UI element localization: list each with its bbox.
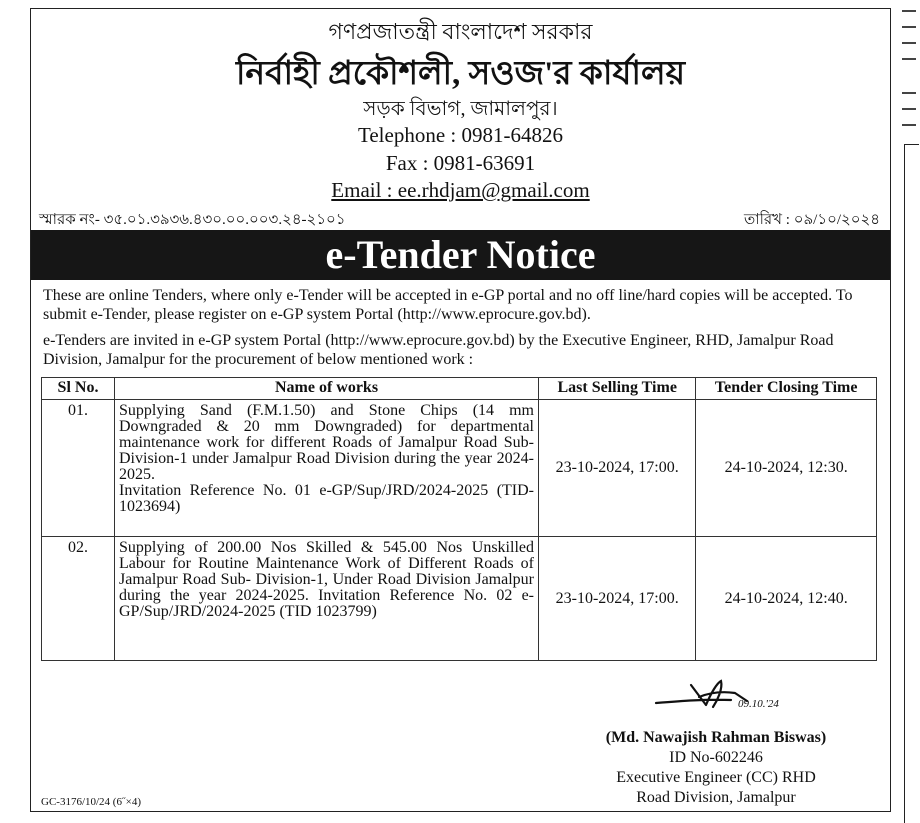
memo-number: স্মারক নং- ৩৫.০১.৩৯৩৬.৪৩০.০০.০০৩.২৪-২১০১ (39, 212, 346, 228)
office-title: নির্বাহী প্রকৌশলী, সওজ'র কার্যালয় (235, 56, 686, 92)
tender-notice (30, 8, 891, 812)
intro-paragraph: These are online Tenders, where only e-Tender will be accepted in e-GP portal and no off line/hard copies will be accepted. To submit e-Tender, please register on e-GP system Portal (http://www.eprocure.gov.bd). (43, 287, 853, 323)
table-row (42, 537, 877, 661)
text-fragment (902, 124, 916, 126)
row-sl: 02. (42, 537, 115, 661)
text-fragment (902, 58, 916, 60)
text-fragment (902, 42, 916, 44)
table-header-row (42, 378, 877, 400)
text-fragment (902, 26, 916, 28)
row-work (115, 400, 539, 537)
header-sl-no: Sl No. (42, 378, 115, 400)
email-link[interactable]: Email : ee.rhdjam@gmail.com (331, 178, 590, 202)
text-fragment (902, 108, 916, 110)
notice-title-banner: e-Tender Notice (31, 230, 890, 280)
fax: Fax : 0981-63691 (385, 151, 536, 175)
work-description: Supplying Sand (F.M.1.50) and Stone Chips (14 mm Downgraded & 20 mm Downgraded) for departmental maintenance work for different Roads of Jamalpur Road Sub-Division-1 under Jamalpur Road Division during the year 2024-2025. (119, 402, 534, 483)
header-name-of-works: Name of works (115, 378, 539, 400)
table-row (42, 400, 877, 537)
work-description: Supplying of 200.00 Nos Skilled & 545.00 Nos Unskilled Labour for Routine Maintenance Work of Different Roads of Jamalpur Road Sub- Division-1, Under Road Division Jamalpur during the year 2024-2025. Invitation Reference No. 02 e-GP/Sup/JRD/2024-2025 (TID 1023799) (119, 539, 534, 620)
row-tender-closing-time: 24-10-2024, 12:40. (696, 537, 877, 661)
signature-date: 09.10.'24 (738, 698, 779, 710)
telephone: Telephone : 0981-64826 (358, 123, 563, 147)
signer-designation: Executive Engineer (CC) RHD (616, 769, 816, 786)
notice-date: তারিখ : ০৯/১০/২০২৪ (744, 212, 880, 228)
row-last-selling-time: 23-10-2024, 17:00. (539, 400, 696, 537)
invitation-paragraph: e-Tenders are invited in e-GP system Portal (http://www.eprocure.gov.bd) by the Executive Engineer, RHD, Jamalpur Road Division, Jamalpur for the procurement of below mentioned work : (43, 332, 834, 368)
adjacent-border (904, 144, 919, 823)
text-fragment (902, 92, 916, 94)
header-tender-closing-time: Tender Closing Time (696, 378, 877, 400)
invitation-reference: Invitation Reference No. 01 e-GP/Sup/JRD/2024-2025 (TID- 1023694) (119, 482, 534, 515)
government-heading: গণপ্রজাতন্ত্রী বাংলাদেশ সরকার (328, 19, 593, 44)
row-tender-closing-time: 24-10-2024, 12:30. (696, 400, 877, 537)
header-last-selling-time: Last Selling Time (539, 378, 696, 400)
adjacent-column-fragment (896, 0, 920, 823)
signer-office: Road Division, Jamalpur (636, 789, 796, 806)
division-name: সড়ক বিভাগ, জামালপুর। (363, 98, 558, 120)
signer-name: (Md. Nawajish Rahman Biswas) (605, 729, 827, 746)
row-last-selling-time: 23-10-2024, 17:00. (539, 537, 696, 661)
signer-id: ID No-602246 (669, 749, 763, 766)
row-sl: 01. (42, 400, 115, 537)
footer-code: GC-3176/10/24 (6˝×4) (41, 796, 141, 808)
works-table (41, 377, 877, 661)
text-fragment (902, 10, 916, 12)
row-work (115, 537, 539, 661)
